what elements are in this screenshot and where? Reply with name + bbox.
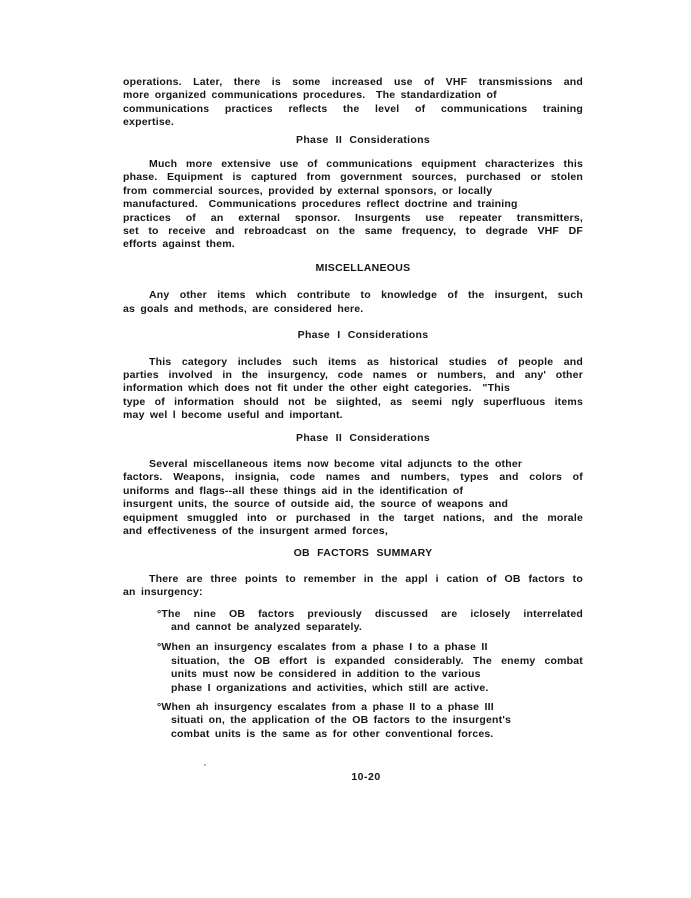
scan-speck — [204, 764, 206, 766]
paragraph — [123, 76, 583, 130]
paragraph — [123, 289, 583, 316]
paragraph-line: set to receive and rebroadcast on the same frequency, to degrade VHF DF — [123, 225, 583, 238]
paragraph-line: Any other items which contribute to knowledge of the insurgent, such — [149, 289, 583, 302]
paragraph-line: expertise. — [123, 116, 175, 129]
paragraph — [123, 573, 583, 600]
document-page — [123, 76, 583, 783]
paragraph-line: practices of an external sponsor. Insurgents use repeater transmitters, — [123, 211, 583, 224]
paragraph-line: an insurgency: — [123, 586, 203, 599]
paragraph-line: may wel l become useful and important. — [123, 409, 343, 422]
page-number: 10-20 — [351, 771, 381, 784]
bullet-item — [123, 641, 583, 695]
paragraph-line: operations. Later, there is some increased use of VHF transmissions and — [123, 76, 583, 88]
bullet-line: °When ah insurgency escalates from a phase II to a phase III — [157, 701, 494, 714]
paragraph-line: factors. Weapons, insignia, code names and numbers, types and colors of — [123, 471, 583, 484]
paragraph-line: uniforms and flags--all these things aid in the identification of — [123, 484, 464, 497]
section-heading: Phase II Considerations — [296, 133, 430, 146]
paragraph-line: information which does not fit under the other eight categories. "This — [123, 382, 510, 395]
bullet-line: °The nine OB factors previously discussed are iclosely interrelated — [157, 607, 583, 620]
section-heading: MISCELLANEOUS — [315, 261, 411, 274]
paragraph-line: phase. Equipment is captured from government sources, purchased or stolen — [123, 171, 583, 184]
bullet-line: phase I organizations and activities, which still are active. — [171, 681, 489, 694]
paragraph — [123, 458, 583, 538]
paragraph-line: and effectiveness of the insurgent armed forces, — [123, 524, 388, 537]
paragraph-line: communications practices reflects the level of communications training — [123, 102, 583, 115]
paragraph-line: parties involved in the insurgency, code names or numbers, and any' other — [123, 368, 583, 381]
paragraph-line: There are three points to remember in the appl i cation of OB factors to — [149, 572, 583, 585]
section-heading: Phase II Considerations — [296, 431, 430, 444]
bullet-line: and cannot be analyzed separately. — [171, 621, 363, 633]
paragraph-line: This category includes such items as historical studies of people and — [149, 355, 583, 368]
paragraph — [123, 158, 583, 252]
paragraph-line: as goals and methods, are considered here. — [123, 302, 364, 315]
bullet-line: situation, the OB effort is expanded considerably. The enemy combat — [171, 654, 583, 667]
paragraph-line: Much more extensive use of communications equipment characterizes this — [149, 158, 583, 171]
bullet-item — [123, 608, 583, 635]
paragraph-line: Several miscellaneous items now become vital adjuncts to the other — [149, 457, 523, 470]
bullet-line: combat units is the same as for other conventional forces. — [171, 727, 494, 740]
paragraph — [123, 356, 583, 423]
paragraph-line: efforts against them. — [123, 238, 235, 251]
section-heading: Phase I Considerations — [297, 329, 429, 342]
paragraph-line: manufactured. Communications procedures reflect doctrine and training — [123, 198, 518, 211]
paragraph-line: type of information should not be siighted, as seemi ngly superfluous items — [123, 395, 583, 408]
paragraph-line: equipment smuggled into or purchased in the target nations, and the morale — [123, 511, 583, 524]
bullet-line: units must now be considered in addition to the various — [171, 668, 481, 681]
paragraph-line: from commercial sources, provided by external sponsors, or locally — [123, 184, 493, 197]
bullet-item — [123, 701, 583, 741]
section-heading: OB FACTORS SUMMARY — [293, 547, 433, 560]
paragraph-line: insurgent units, the source of outside aid, the source of weapons and — [123, 498, 509, 511]
bullet-line: situati on, the application of the OB factors to the insurgent's — [171, 714, 512, 727]
bullet-line: °When an insurgency escalates from a phase I to a phase II — [157, 641, 488, 654]
paragraph-line: more organized communications procedures. The standardization of — [123, 89, 497, 102]
